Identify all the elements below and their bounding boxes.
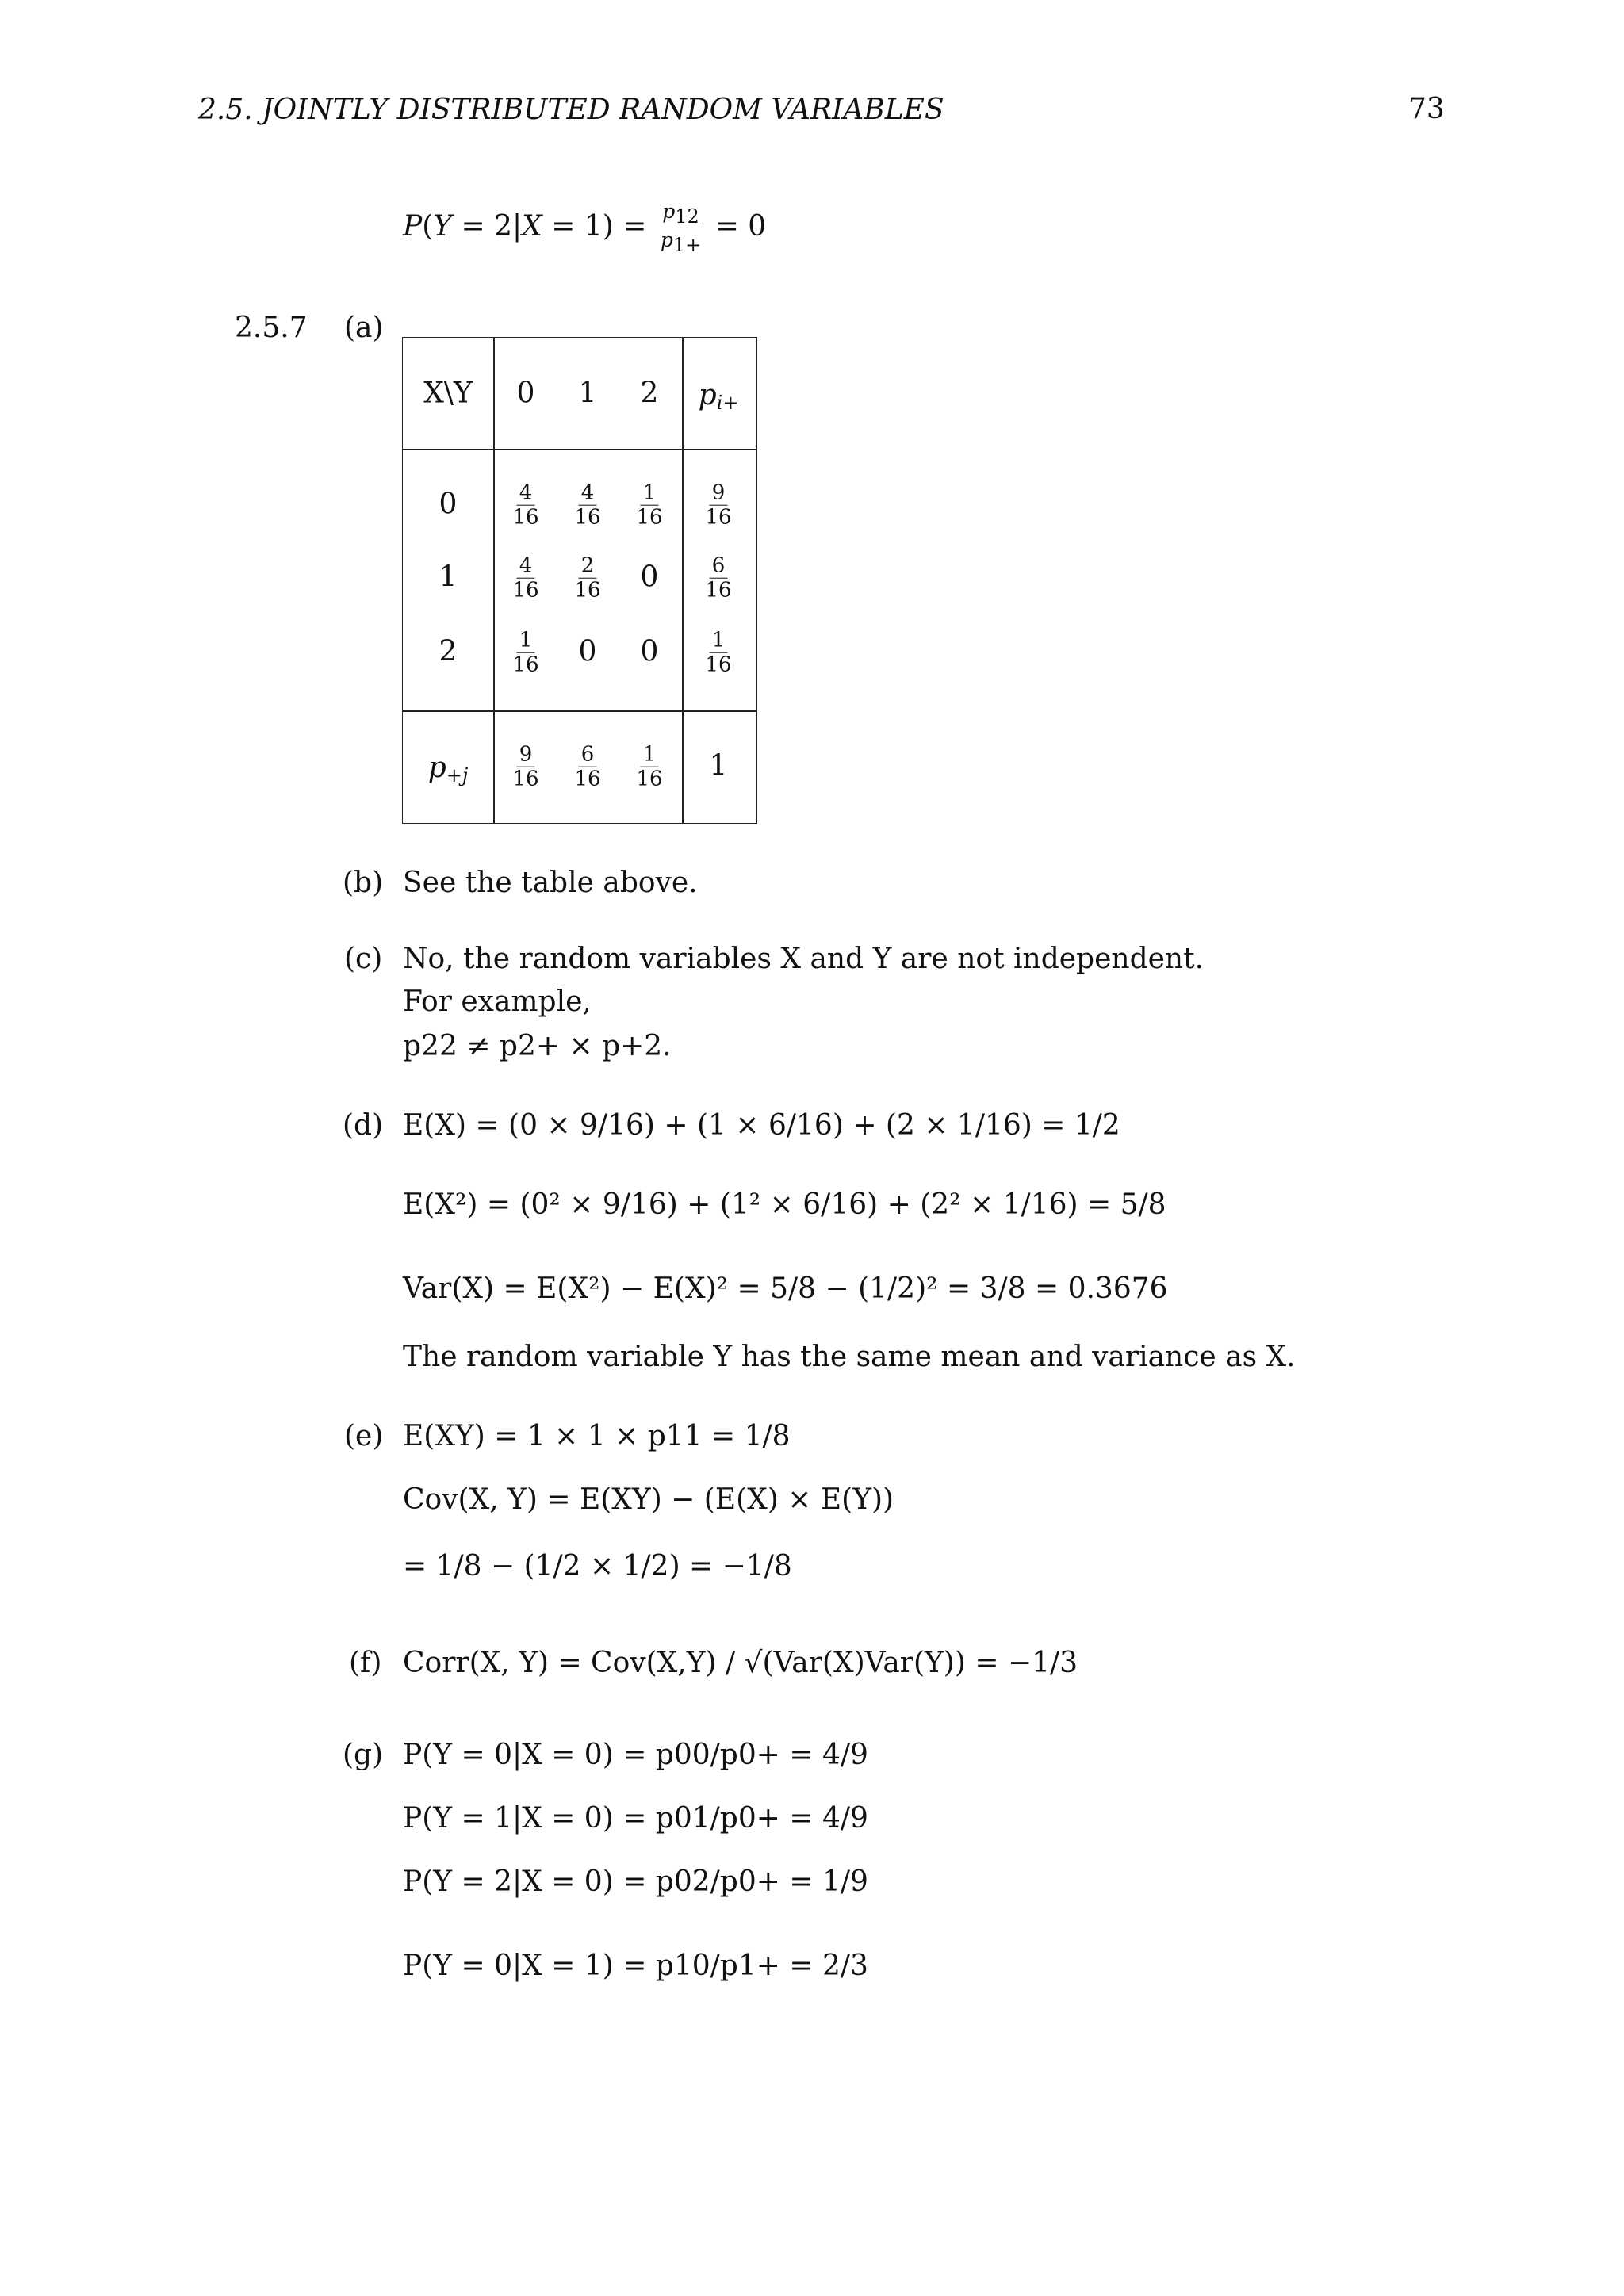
col-total: $\frac{1}{16}$ [636,742,663,791]
part-d-label: (d) [343,1109,384,1142]
table-cell: 0 [640,561,659,594]
problem-number: 2.5.7 [235,312,308,344]
part-e-label: (e) [344,1420,384,1452]
col-header: 2 [640,377,659,410]
part-d-var: Var(X) = E(X²) − E(X)² = 5/8 − (1/2)² = 3/8 = 0.3676 [403,1272,1168,1305]
part-d-ex2: E(X²) = (0² × 9/16) + (1² × 6/16) + (2² × 1/16) = 5/8 [403,1188,1166,1221]
top-equation: P(Y = 2|X = 1) = $\frac{p_{12}}{p_{1+}}$ = 0 [403,200,767,257]
running-header [198,94,944,126]
section-title: 2.5. JOINTLY DISTRIBUTED RANDOM VARIABLES [198,94,944,126]
col-header: 1 [578,377,597,410]
table-cell: $\frac{1}{16}$ [636,480,663,530]
part-c-line3: p22 ≠ p2+ × p+2. [403,1030,672,1062]
part-g-line4: P(Y = 0|X = 1) = p10/p1+ = 2/3 [403,1950,868,1982]
grand-total: 1 [709,749,728,783]
part-d-ex: E(X) = (0 × 9/16) + (1 × 6/16) + (2 × 1/16) = 1/2 [403,1109,1120,1142]
fraction: $\frac{p_{12}}{p_{1+}}$ [660,200,702,257]
row-label: 1 [439,561,458,594]
part-f-corr: Corr(X, Y) = Cov(X,Y) / √(Var(X)Var(Y)) = −1/3 [403,1647,1078,1679]
part-f-label: (f) [349,1647,382,1679]
part-g-line3: P(Y = 2|X = 0) = p02/p0+ = 1/9 [403,1866,868,1898]
col-total: $\frac{6}{16}$ [574,742,601,791]
table-cell: $\frac{1}{16}$ [512,628,539,677]
table-cell: $\frac{1}{16}$ [705,628,732,677]
part-e-exy: E(XY) = 1 × 1 × p11 = 1/8 [403,1420,791,1452]
part-d-note: The random variable Y has the same mean and variance as X. [403,1341,1296,1373]
part-b-text: See the table above. [403,867,698,899]
table-corner-label: X\Y [423,377,473,410]
page-number: 73 [1408,93,1445,125]
part-c-label: (c) [344,943,383,975]
table-cell: $\frac{4}{16}$ [512,480,539,530]
part-g-label: (g) [343,1739,384,1771]
col-total-label: $p_{+j}$ [427,752,469,786]
table-cell: 0 [578,635,597,668]
table-cell: $\frac{2}{16}$ [574,553,601,603]
part-e-cov: Cov(X, Y) = E(XY) − (E(X) × E(Y)) [403,1483,894,1516]
table-cell: $\frac{4}{16}$ [574,480,601,530]
part-e-cov2: = 1/8 − (1/2 × 1/2) = −1/8 [403,1550,792,1582]
col-total: $\frac{9}{16}$ [512,742,539,791]
part-a-label: (a) [344,312,384,344]
part-g-line2: P(Y = 1|X = 0) = p01/p0+ = 4/9 [403,1802,868,1835]
table-cell: $\frac{6}{16}$ [705,553,732,603]
row-label: 0 [439,488,458,521]
row-label: 2 [439,635,458,668]
table-cell: 0 [640,635,659,668]
col-header: 0 [516,377,535,410]
table-cell: $\frac{9}{16}$ [705,480,732,530]
table-cell: $\frac{4}{16}$ [512,553,539,603]
row-total-header: $p_{i+}$ [698,379,739,414]
part-c-line2: For example, [403,985,592,1018]
part-g-line1: P(Y = 0|X = 0) = p00/p0+ = 4/9 [403,1739,868,1771]
part-c-line1: No, the random variables X and Y are not independent. [403,943,1205,975]
part-b-label: (b) [343,867,384,899]
